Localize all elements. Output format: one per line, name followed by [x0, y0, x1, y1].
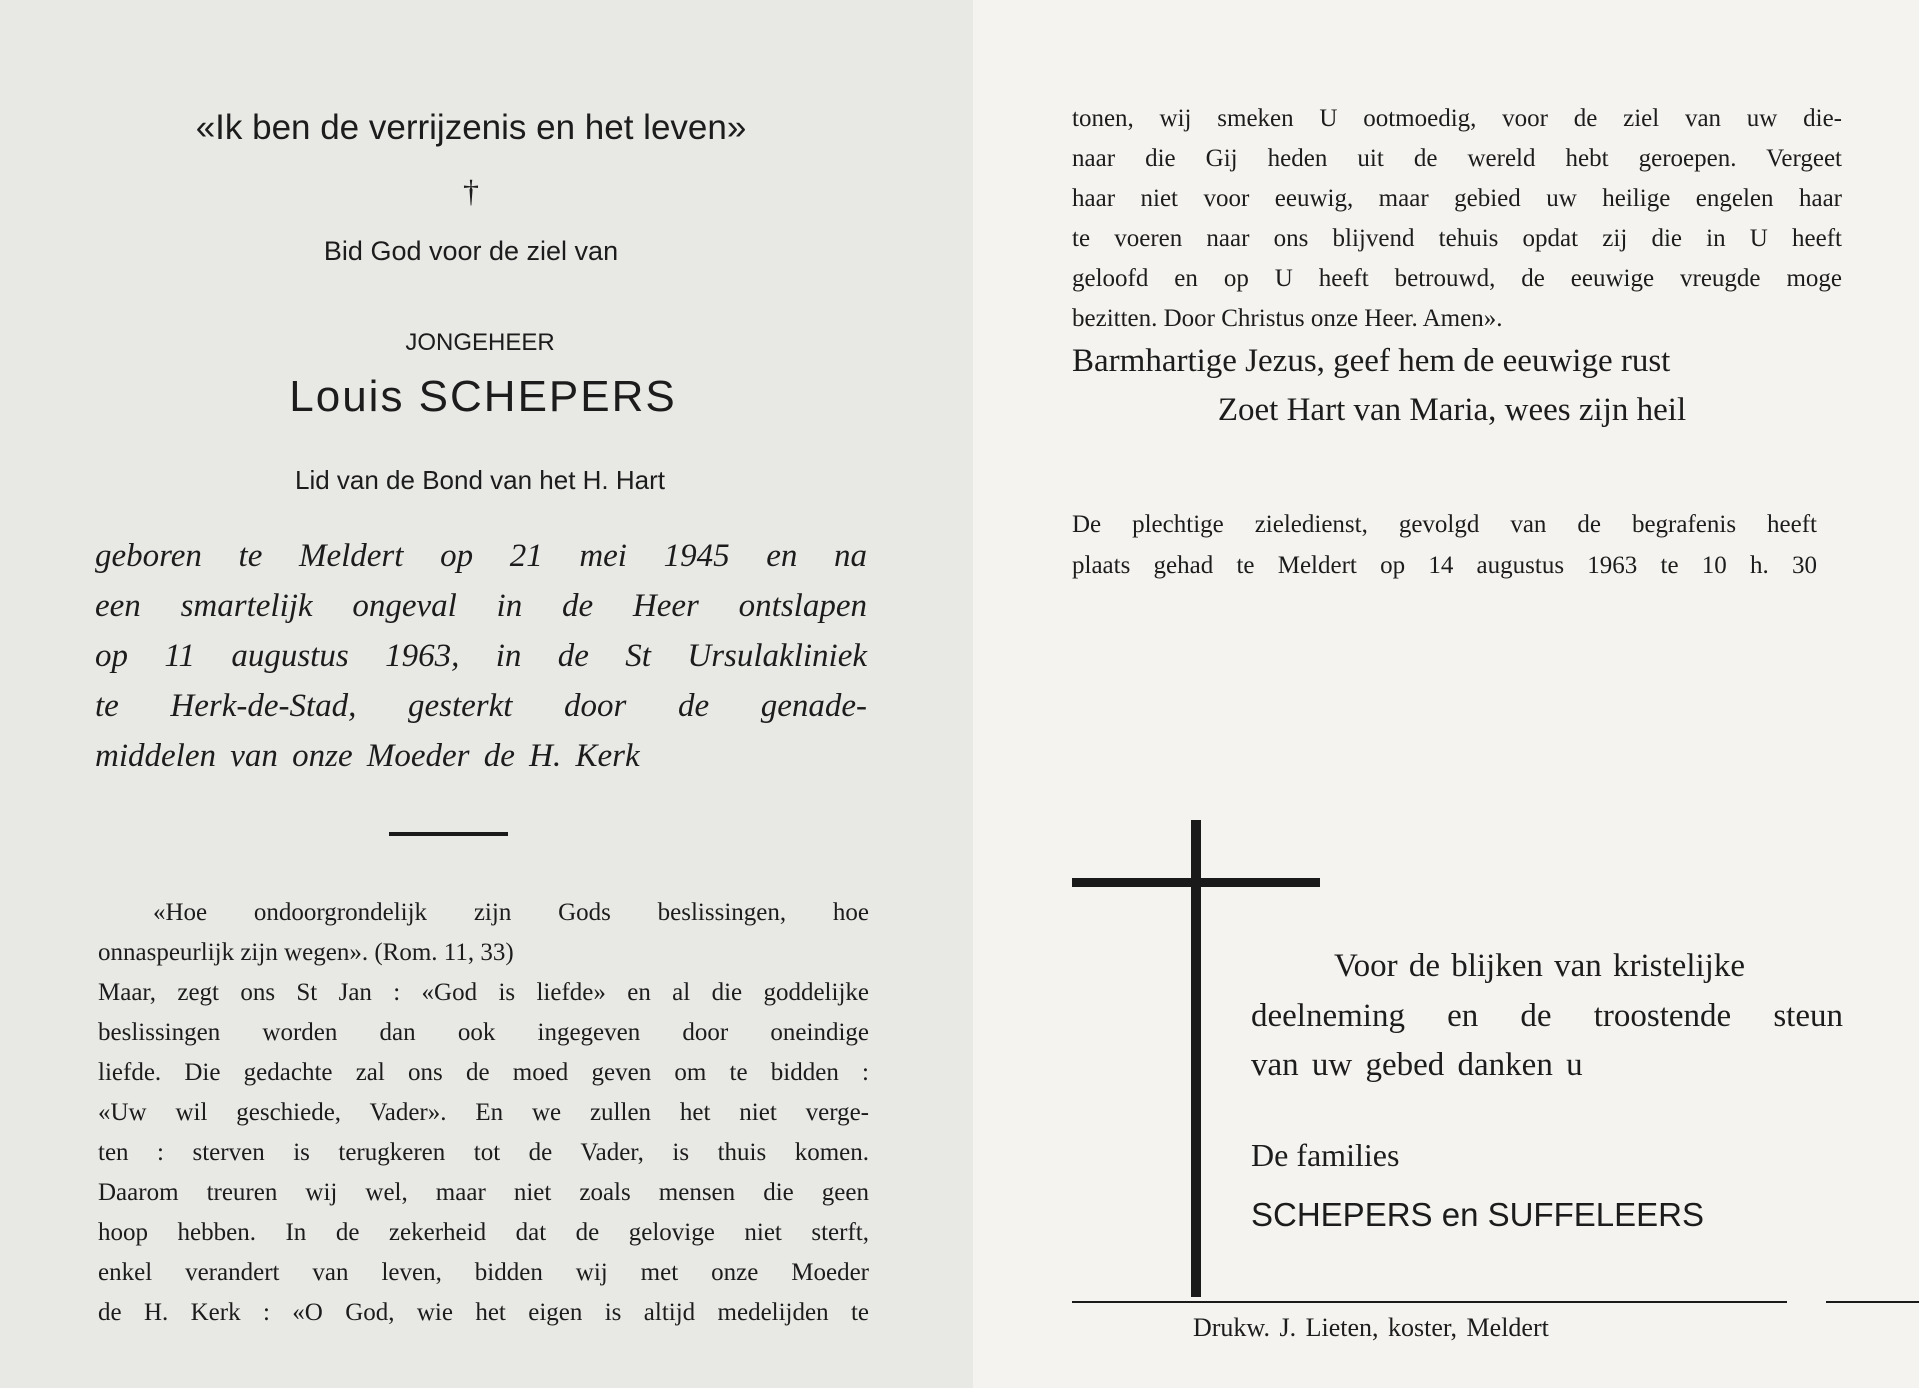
meditation-line: «Hoe ondoorgrondelijk zijn Gods beslissingen, hoe: [153, 899, 869, 926]
prayer-line: naar die Gij heden uit de wereld hebt geroepen. Vergeet: [1072, 145, 1842, 172]
printer-credit: Drukw. J. Lieten, koster, Meldert: [1193, 1313, 1549, 1342]
prayer-line: bezitten. Door Christus onze Heer. Amen».: [1072, 305, 1503, 332]
deceased-name: Louis SCHEPERS: [289, 372, 677, 421]
bio-line: middelen van onze Moeder de H. Kerk: [95, 738, 640, 774]
thanks-line: Voor de blijken van kristelijke: [1334, 948, 1745, 984]
meditation-line: beslissingen worden dan ook ingegeven door oneindige: [98, 1019, 869, 1046]
meditation-line: enkel verandert van leven, bidden wij met onze Moeder: [98, 1259, 869, 1286]
meditation-line: liefde. Die gedachte zal ons de moed geven om te bidden :: [98, 1059, 869, 1086]
prayer-line: geloofd en op U heeft betrouwd, de eeuwige vreugde moge: [1072, 265, 1842, 292]
footer-rule-end: [1826, 1301, 1919, 1303]
meditation-line: de H. Kerk : «O God, wie het eigen is altijd medelijden te: [98, 1299, 869, 1326]
invocation-jesus: Barmhartige Jezus, geef hem de eeuwige rust: [1072, 343, 1671, 379]
intro-text: Bid God voor de ziel van: [323, 236, 619, 266]
meditation-line: onnaspeurlijk zijn wegen». (Rom. 11, 33): [98, 939, 514, 966]
meditation-line: hoop hebben. In de zekerheid dat de gelovige niet sterft,: [98, 1219, 869, 1246]
meditation-line: «Uw wil geschiede, Vader». En we zullen het niet verge-: [98, 1099, 869, 1126]
honorific-title: JONGEHEER: [405, 329, 555, 356]
bio-line: te Herk-de-Stad, gesterkt door de genade-: [95, 688, 867, 724]
families-label: De families: [1251, 1137, 1400, 1173]
membership: Lid van de Bond van het H. Hart: [294, 465, 666, 495]
meditation-line: Daarom treuren wij wel, maar niet zoals mensen die geen: [98, 1179, 869, 1206]
bio-line: een smartelijk ongeval in de Heer ontslapen: [95, 588, 867, 624]
cross-symbol-icon: †: [463, 173, 479, 209]
families-names: SCHEPERS en SUFFELEERS: [1251, 1196, 1704, 1233]
prayer-line: haar niet voor eeuwig, maar gebied uw heilige engelen haar: [1072, 185, 1842, 212]
meditation-line: Maar, zegt ons St Jan : «God is liefde» en al die goddelijke: [98, 979, 869, 1006]
motto: «Ik ben de verrijzenis en het leven»: [195, 108, 747, 147]
meditation-line: ten : sterven is terugkeren tot de Vader, is thuis komen.: [98, 1139, 869, 1166]
bio-line: op 11 augustus 1963, in de St Ursulakliniek: [95, 638, 867, 674]
invocation-maria: Zoet Hart van Maria, wees zijn heil: [1217, 392, 1687, 428]
funeral-line: De plechtige zieledienst, gevolgd van de begrafenis heeft: [1072, 511, 1817, 538]
thanks-line: van uw gebed danken u: [1251, 1047, 1583, 1083]
funeral-line: plaats gehad te Meldert op 14 augustus 1963 te 10 h. 30: [1072, 552, 1817, 579]
footer-rule: [1072, 1301, 1787, 1303]
bio-line: geboren te Meldert op 21 mei 1945 en na: [95, 538, 867, 574]
divider-rule: [389, 832, 508, 836]
prayer-line: te voeren naar ons blijvend tehuis opdat zij die in U heeft: [1072, 225, 1842, 252]
thanks-line: deelneming en de troostende steun: [1251, 998, 1843, 1034]
prayer-line: tonen, wij smeken U ootmoedig, voor de ziel van uw die-: [1072, 105, 1842, 132]
